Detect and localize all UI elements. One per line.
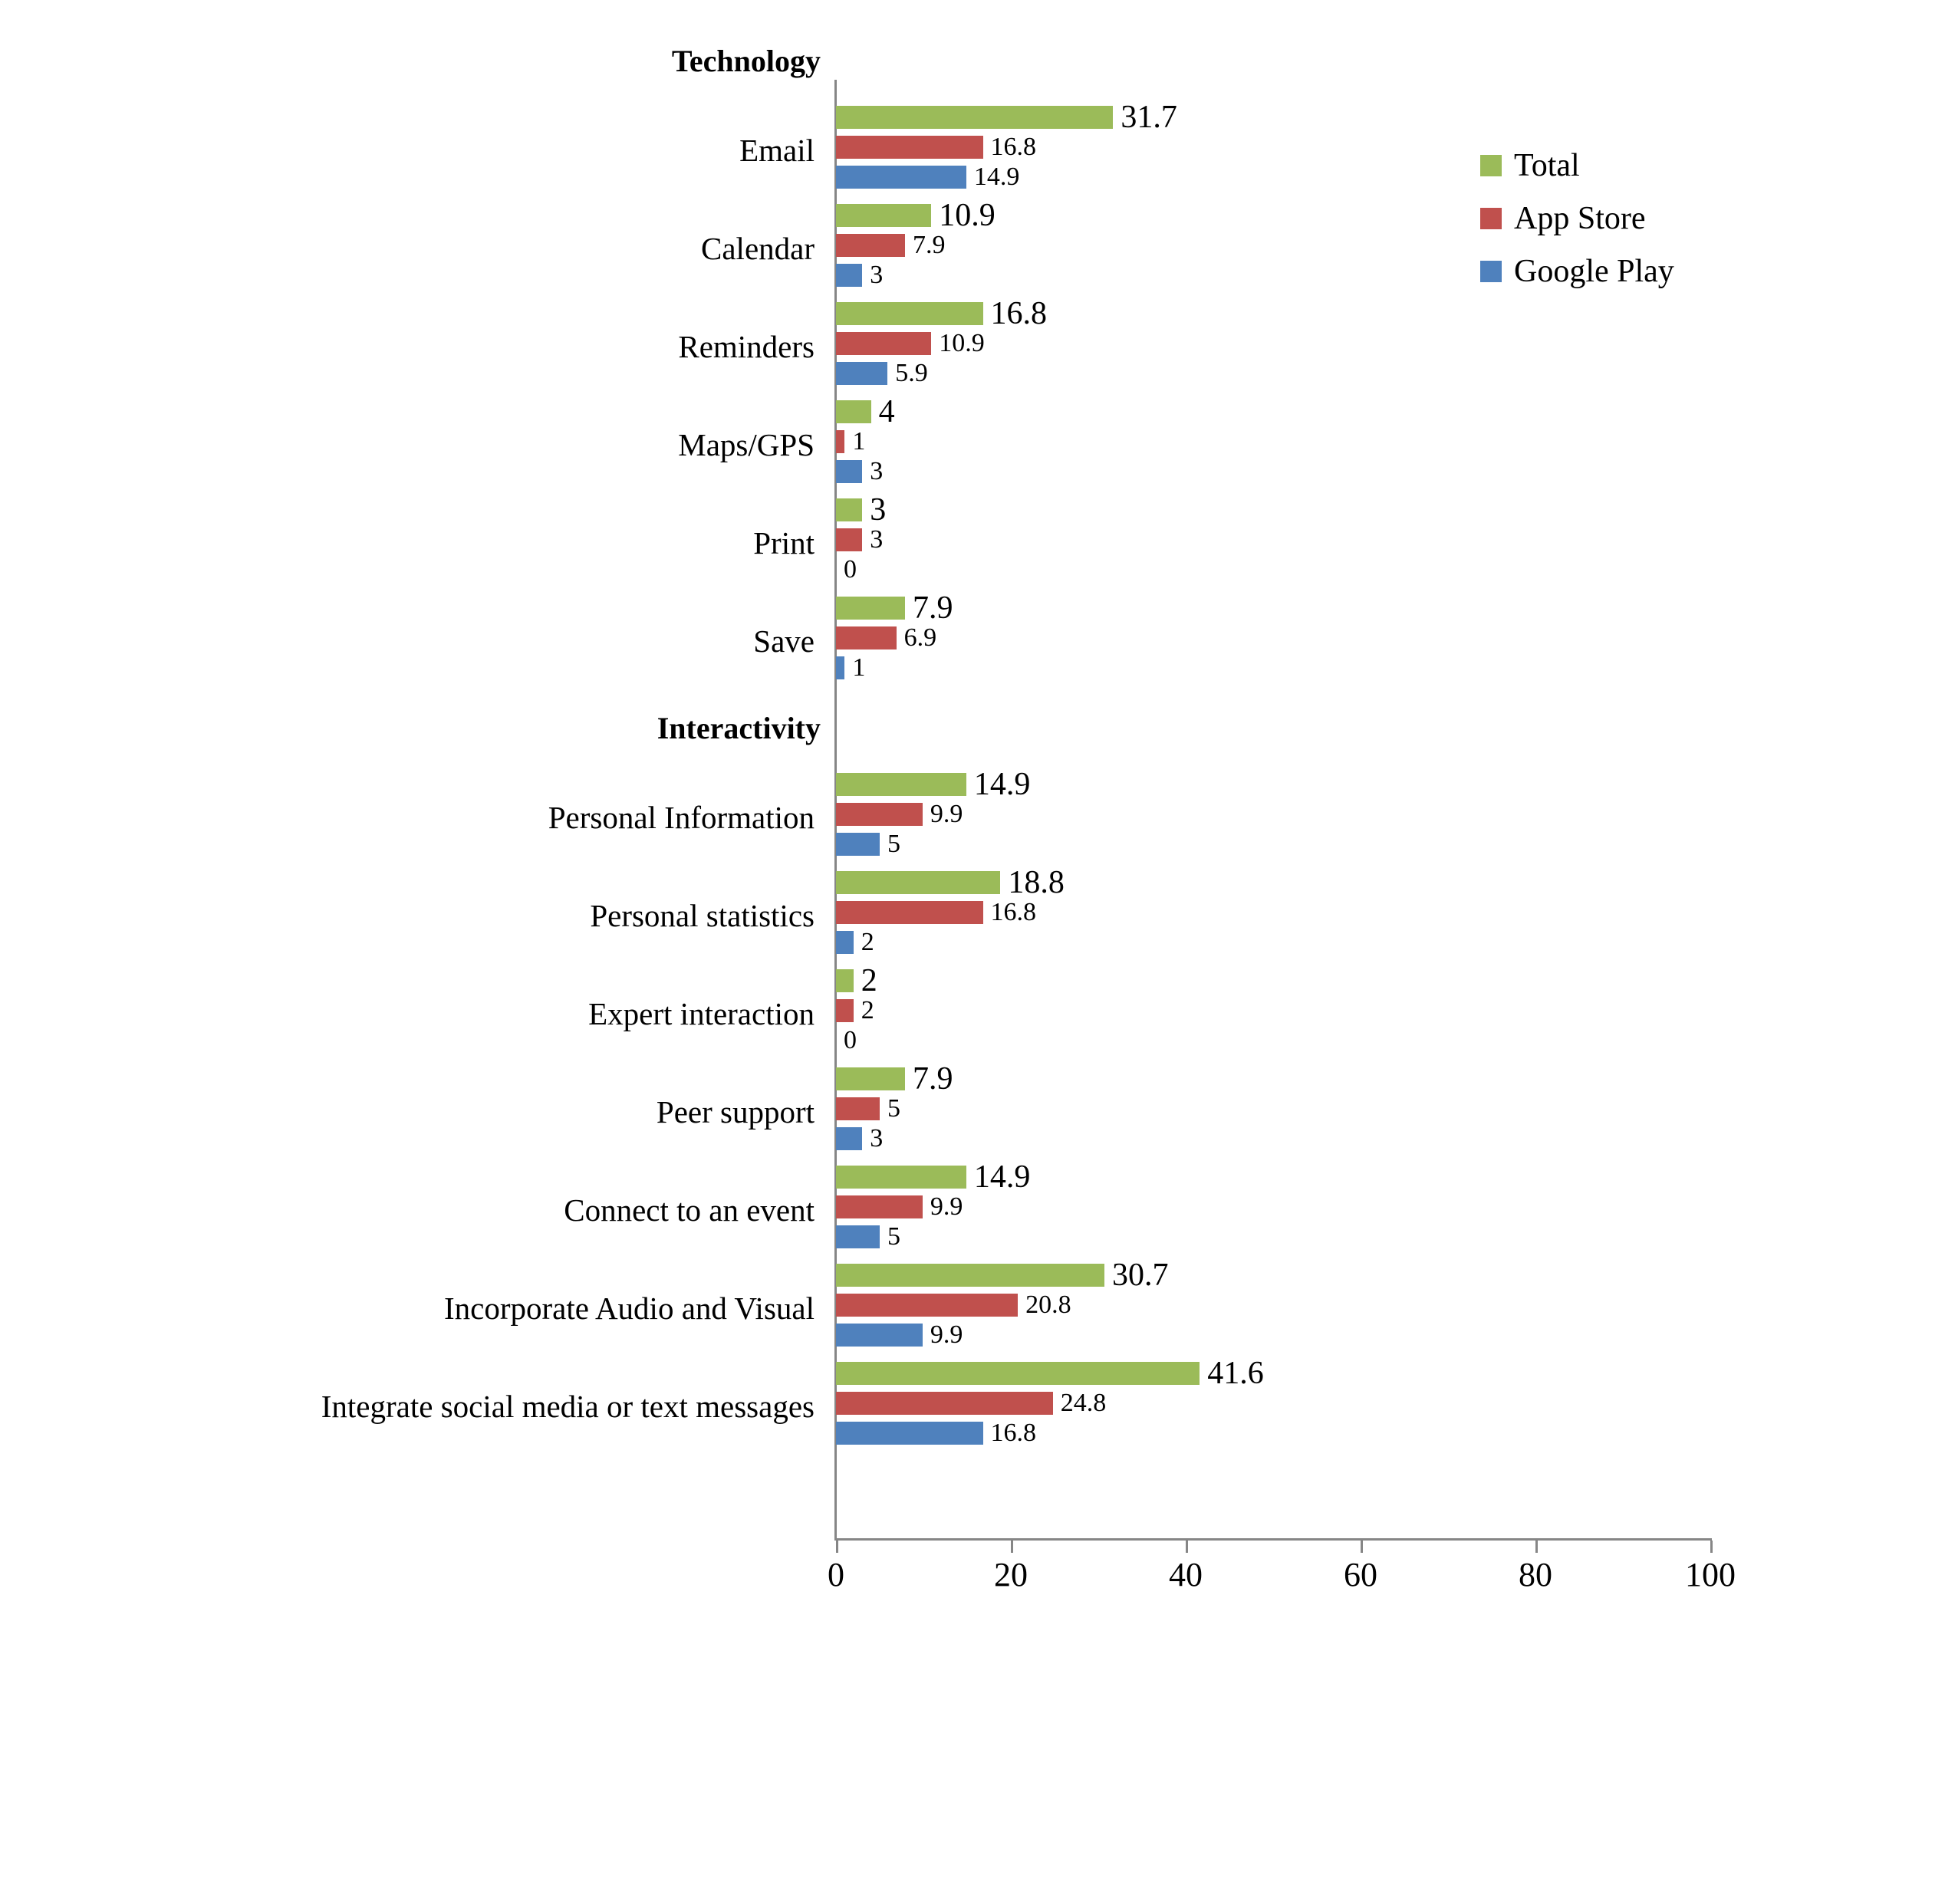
x-axis-line — [834, 1538, 1712, 1541]
bar-value-label: 1 — [852, 427, 866, 455]
x-tick-label: 60 — [1344, 1556, 1377, 1593]
bar-value-label: 16.8 — [990, 133, 1037, 161]
bar-value-label: 5 — [887, 1094, 900, 1123]
chart-row — [0, 592, 1945, 690]
bar-total — [836, 597, 905, 620]
bar-total — [836, 204, 931, 227]
x-tick-label: 100 — [1685, 1556, 1736, 1593]
group-header-interactivity: Interactivity — [657, 711, 821, 745]
bar-value-label: 3 — [870, 261, 884, 289]
bar-total — [836, 1264, 1104, 1287]
bar-value-label: 0 — [844, 1026, 857, 1054]
bar-value-label: 24.8 — [1060, 1389, 1107, 1417]
category-label: Reminders — [678, 329, 815, 364]
bar-value-label: 14.9 — [973, 1159, 1031, 1195]
bar-value-label: 10.9 — [939, 198, 996, 233]
legend-label: Total — [1514, 148, 1580, 183]
bar-total — [836, 773, 966, 796]
chart-row — [0, 1357, 1945, 1455]
bar-total — [836, 302, 983, 325]
bar-value-label: 5 — [887, 830, 900, 858]
chart-row — [0, 1063, 1945, 1161]
x-tick — [1710, 1541, 1713, 1553]
bar-value-label: 16.8 — [990, 898, 1037, 926]
bar-google-play — [836, 833, 880, 856]
category-label: Integrate social media or text messages — [321, 1389, 815, 1424]
bar-google-play — [836, 656, 844, 679]
bar-value-label: 2 — [861, 928, 874, 956]
chart-legend — [1480, 150, 1674, 308]
bar-value-label: 5.9 — [895, 359, 928, 387]
bar-value-label: 41.6 — [1207, 1356, 1264, 1391]
x-tick-label: 40 — [1169, 1556, 1203, 1593]
bar-value-label: 10.9 — [939, 329, 985, 357]
bar-app-store — [836, 430, 844, 453]
bar-value-label: 5 — [887, 1222, 900, 1251]
bar-total — [836, 400, 871, 423]
bar-app-store — [836, 1294, 1018, 1317]
x-tick — [1361, 1541, 1363, 1553]
bar-app-store — [836, 1195, 923, 1218]
chart-row — [0, 867, 1945, 965]
chart-row — [0, 1161, 1945, 1259]
bar-value-label: 3 — [870, 492, 887, 528]
bar-value-label: 3 — [870, 1124, 884, 1153]
legend-item-total — [1480, 150, 1674, 182]
bar-value-label: 9.9 — [930, 1192, 963, 1221]
bar-google-play — [836, 166, 966, 189]
bar-app-store — [836, 528, 862, 551]
bar-total — [836, 498, 862, 521]
bar-app-store — [836, 332, 931, 355]
x-tick — [1011, 1541, 1013, 1553]
legend-swatch-icon — [1480, 155, 1502, 176]
legend-label: Google Play — [1514, 254, 1674, 289]
legend-item-app-store — [1480, 202, 1674, 235]
group-header-technology: Technology — [671, 44, 821, 78]
x-tick — [1535, 1541, 1538, 1553]
x-tick-label: 80 — [1519, 1556, 1552, 1593]
chart-row — [0, 396, 1945, 494]
chart-row — [0, 1259, 1945, 1357]
category-label: Save — [753, 623, 815, 659]
bar-total — [836, 1067, 905, 1090]
category-label: Incorporate Audio and Visual — [444, 1291, 815, 1326]
bar-total — [836, 871, 1000, 894]
bar-value-label: 6.9 — [903, 623, 937, 652]
bar-app-store — [836, 234, 905, 257]
bar-value-label: 14.9 — [973, 767, 1031, 802]
bar-app-store — [836, 626, 897, 649]
bar-google-play — [836, 362, 887, 385]
chart-row — [0, 298, 1945, 396]
category-label: Personal Information — [548, 800, 815, 835]
bar-value-label: 9.9 — [930, 800, 963, 828]
bar-total — [836, 106, 1113, 129]
chart-row — [0, 965, 1945, 1063]
bar-value-label: 4 — [878, 394, 895, 429]
bar-value-label: 2 — [861, 996, 874, 1024]
bar-google-play — [836, 1225, 880, 1248]
category-label: Connect to an event — [564, 1192, 815, 1228]
category-label: Expert interaction — [588, 996, 815, 1031]
bar-value-label: 2 — [861, 963, 877, 998]
category-label: Print — [753, 525, 815, 561]
bar-value-label: 31.7 — [1121, 100, 1177, 135]
bar-value-label: 0 — [844, 555, 857, 584]
bar-value-label: 9.9 — [930, 1320, 963, 1349]
bar-value-label: 7.9 — [913, 1061, 953, 1097]
x-tick — [1186, 1541, 1188, 1553]
category-label: Peer support — [656, 1094, 815, 1130]
bar-google-play — [836, 931, 854, 954]
legend-swatch-icon — [1480, 208, 1502, 229]
bar-google-play — [836, 264, 862, 287]
bar-app-store — [836, 999, 854, 1022]
bar-value-label: 16.8 — [990, 1419, 1037, 1447]
bar-value-label: 20.8 — [1025, 1291, 1071, 1319]
x-tick-label: 0 — [828, 1556, 844, 1593]
x-tick-label: 20 — [994, 1556, 1028, 1593]
bar-total — [836, 1362, 1200, 1385]
category-label: Calendar — [701, 231, 815, 266]
bar-value-label: 7.9 — [913, 231, 946, 259]
bar-value-label: 3 — [870, 457, 884, 485]
bar-value-label: 30.7 — [1111, 1258, 1169, 1293]
chart-row — [0, 768, 1945, 867]
category-label: Personal statistics — [590, 898, 815, 933]
bar-value-label: 18.8 — [1008, 865, 1065, 900]
bar-app-store — [836, 1392, 1053, 1415]
bar-value-label: 14.9 — [973, 163, 1020, 191]
bar-app-store — [836, 901, 983, 924]
bar-value-label: 7.9 — [913, 590, 953, 626]
legend-swatch-icon — [1480, 261, 1502, 282]
bar-google-play — [836, 460, 862, 483]
bar-google-play — [836, 1422, 983, 1445]
bar-google-play — [836, 1324, 923, 1347]
bar-app-store — [836, 1097, 880, 1120]
legend-label: App Store — [1514, 201, 1646, 236]
category-label: Maps/GPS — [678, 427, 815, 462]
bar-value-label: 1 — [852, 653, 866, 682]
legend-item-google-play — [1480, 255, 1674, 288]
bar-value-label: 3 — [870, 525, 884, 554]
chart-row — [0, 494, 1945, 592]
category-label: Email — [739, 133, 815, 168]
bar-app-store — [836, 136, 983, 159]
bar-total — [836, 969, 854, 992]
bar-app-store — [836, 803, 923, 826]
bar-google-play — [836, 1127, 862, 1150]
x-tick — [836, 1541, 838, 1553]
bar-value-label: 16.8 — [990, 296, 1048, 331]
bar-total — [836, 1166, 966, 1189]
